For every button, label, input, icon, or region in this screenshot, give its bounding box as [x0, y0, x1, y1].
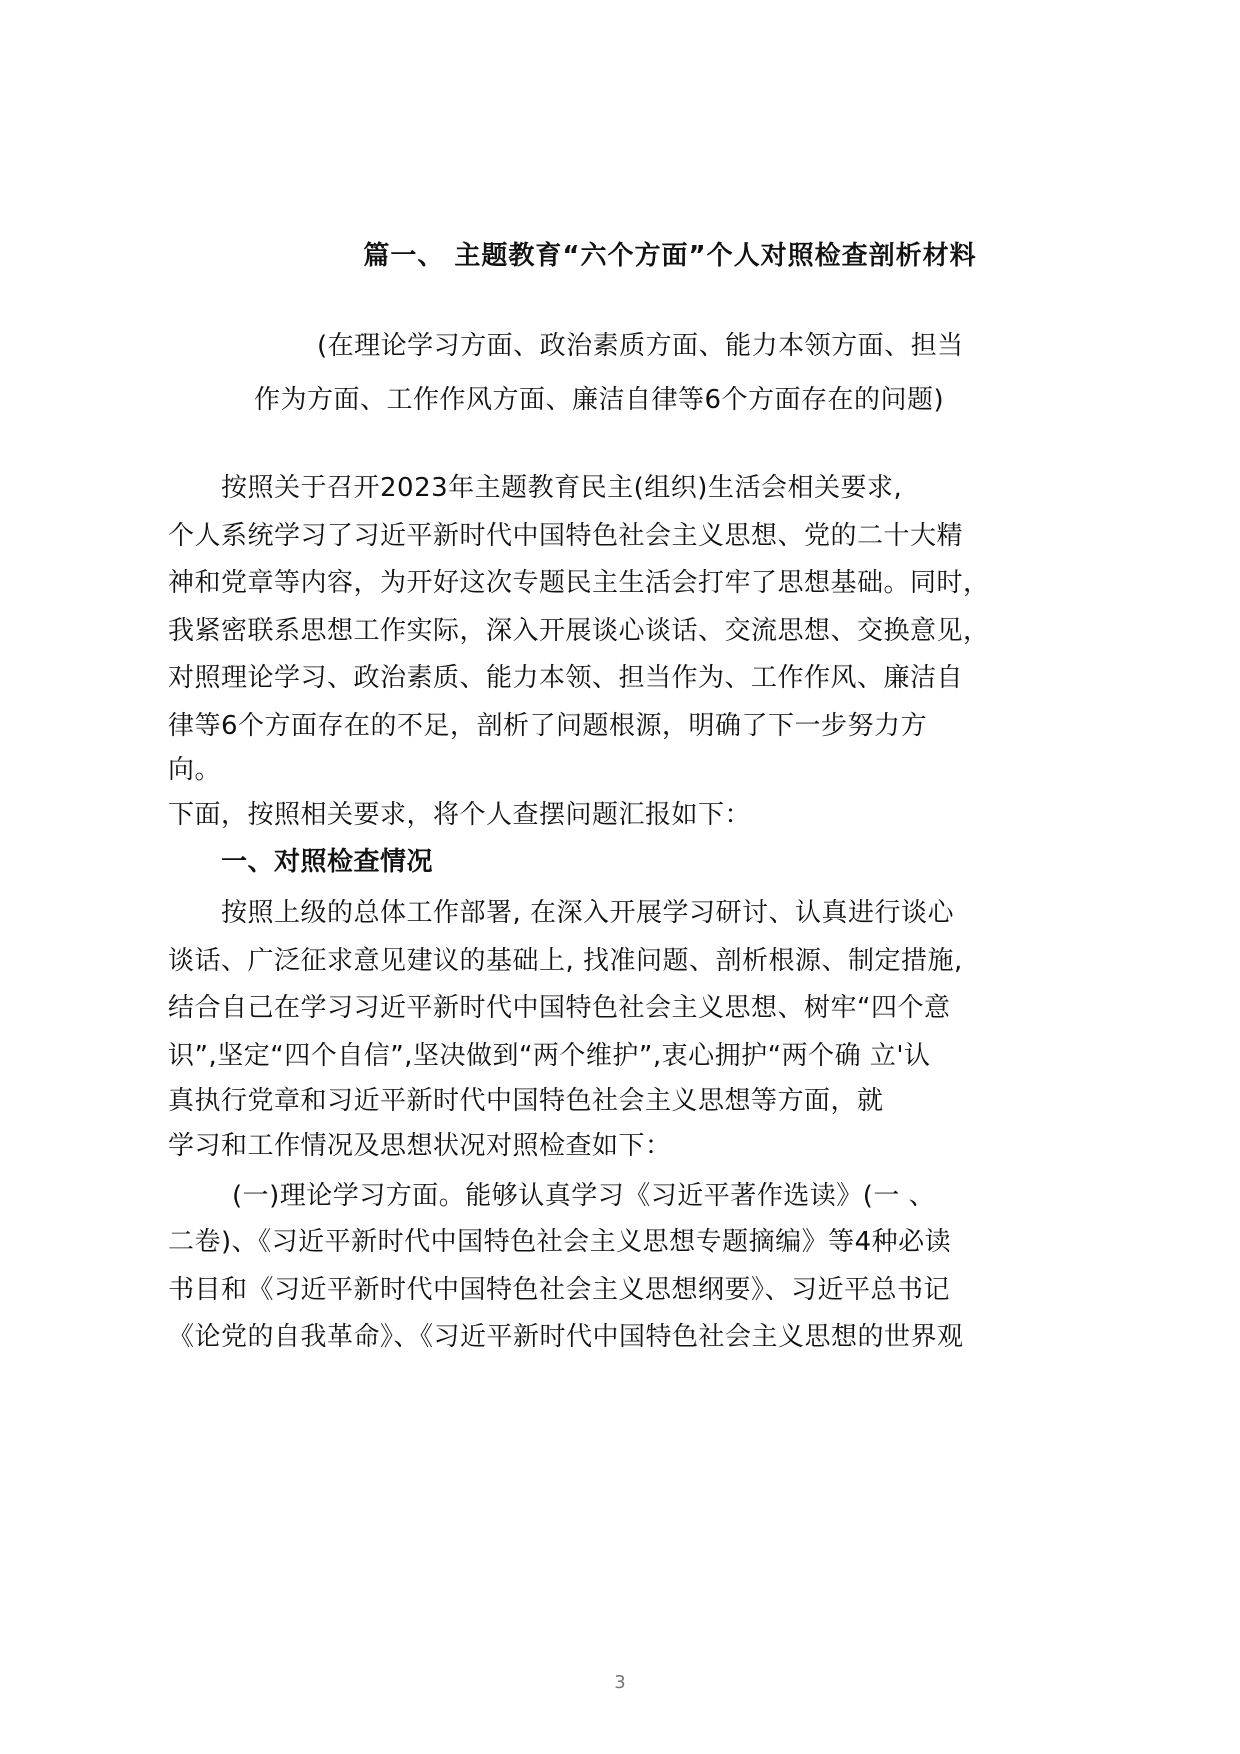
intro-line: 向。 — [168, 755, 222, 785]
section-line: 学习和工作情况及思想状况对照检查如下： — [168, 1131, 672, 1161]
section-line: 谈话、广泛征求意见建议的基础上, 找准问题、剖析根源、制定措施, — [168, 946, 963, 976]
intro-line: 个人系统学习了习近平新时代中国特色社会主义思想、党的二十大精 — [168, 521, 964, 551]
document-title: 篇一、 主题教育“六个方面”个人对照检查剖析材料 — [363, 241, 977, 271]
section-line: 按照上级的总体工作部署, 在深入开展学习研讨、认真进行谈心 — [221, 898, 955, 928]
subsection-line: 《论党的自我革命》、《习近平新时代中国特色社会主义思想的世界观 — [168, 1322, 964, 1352]
subsection-line: 二卷)、《习近平新时代中国特色社会主义思想专题摘编》等4种必读 — [168, 1227, 952, 1257]
intro-line: 神和党章等内容，为开好这次专题民主生活会打牢了思想基础。同时， — [168, 568, 990, 598]
subsection-line: 书目和《习近平新时代中国特色社会主义思想纲要》、习近平总书记 — [168, 1275, 951, 1305]
intro-line: 我紧密联系思想工作实际，深入开展谈心谈话、交流思想、交换意见， — [168, 616, 990, 646]
subtitle-line: 作为方面、工作作风方面、廉洁自律等6个方面存在的问题) — [254, 385, 945, 415]
intro-line: 下面，按照相关要求，将个人查摆问题汇报如下： — [168, 800, 752, 830]
section-line: 识”,坚定“四个自信”,坚决做到“两个维护”,衷心拥护“两个确 立'认 — [168, 1041, 931, 1071]
page-number: 3 — [614, 1672, 626, 1693]
intro-line: 律等6个方面存在的不足，剖析了问题根源，明确了下一步努力方 — [168, 711, 928, 741]
section-heading: 一、对照检查情况 — [221, 847, 434, 877]
section-line: 结合自己在学习习近平新时代中国特色社会主义思想、树牢“四个意 — [168, 993, 951, 1023]
subtitle-line: (在理论学习方面、政治素质方面、能力本领方面、担当 — [317, 331, 964, 361]
intro-line: 对照理论学习、政治素质、能力本领、担当作为、工作作风、廉洁自 — [168, 663, 964, 693]
section-line: 真执行党章和习近平新时代中国特色社会主义思想等方面，就 — [168, 1086, 884, 1116]
subsection-line: (一)理论学习方面。能够认真学习《习近平著作选读》(一 、 — [232, 1181, 936, 1211]
intro-line: 按照关于召开2023年主题教育民主(组织)生活会相关要求, — [221, 473, 903, 503]
